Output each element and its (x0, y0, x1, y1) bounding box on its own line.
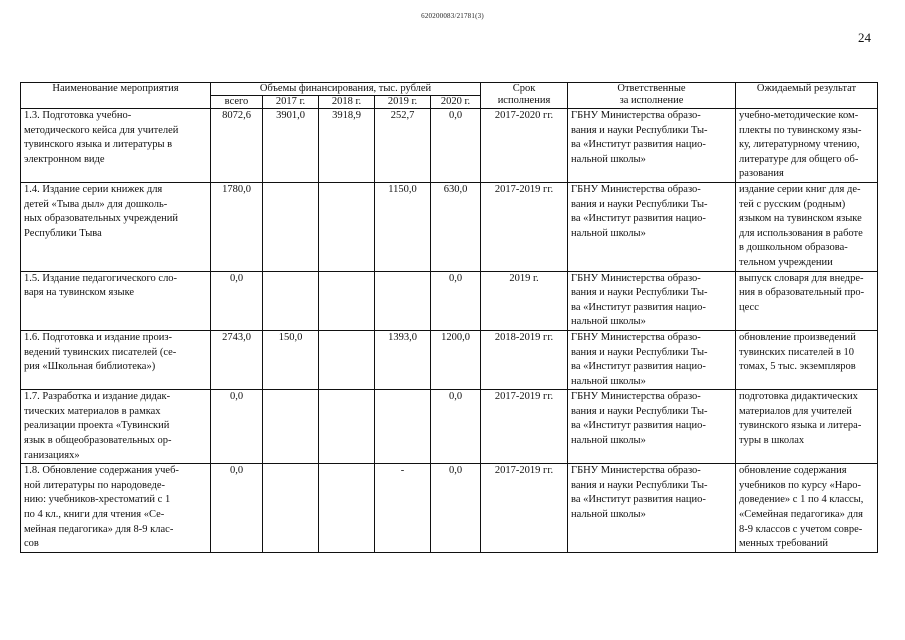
activity-name (21, 464, 211, 553)
header-2018: 2018 г. (319, 96, 375, 109)
term-cell: 2019 г. (481, 271, 568, 330)
activity-name-line: 1.7. Разработка и издание дидак- (24, 391, 171, 403)
activity-name-line: варя на тувинском языке (24, 287, 135, 299)
responsible-cell-line: вания и науки Республики Ты- (571, 287, 708, 299)
document-id: 620200083/21781(3) (421, 12, 484, 20)
responsible-cell-line: нальной школы» (571, 153, 646, 165)
activity-name-line: 1.8. Обновление содержания учеб- (24, 465, 179, 477)
activity-name-line: сов (24, 538, 39, 550)
table-row (21, 464, 878, 553)
term-cell: 2017-2019 гг. (481, 464, 568, 553)
responsible-cell (568, 330, 736, 389)
result-cell-line: 8-9 классов с учетом совре- (739, 523, 863, 535)
funding-total: 8072,6 (211, 109, 263, 183)
activity-name-line: язык в общеобразовательных ор- (24, 435, 172, 447)
result-cell-line: обновление произведений (739, 331, 856, 343)
funding-y2018 (319, 330, 375, 389)
result-cell-line: тельном учреждении (739, 256, 833, 268)
funding-y2020: 0,0 (431, 109, 481, 183)
result-cell-line: «Семейная педагогика» для (739, 509, 863, 521)
activity-name-line: 1.3. Подготовка учебно- (24, 110, 132, 121)
result-cell-line: учебно-методические ком- (739, 110, 859, 121)
responsible-cell (568, 271, 736, 330)
result-cell-line: плекты по тувинскому язы- (739, 124, 862, 136)
result-cell (736, 330, 878, 389)
header-responsible (568, 83, 736, 109)
funding-y2018: 3918,9 (319, 109, 375, 183)
responsible-cell-line: ГБНУ Министерства образо- (571, 391, 701, 403)
funding-y2020: 630,0 (431, 182, 481, 271)
funding-total: 2743,0 (211, 330, 263, 389)
result-cell-line: менных требований (739, 538, 829, 550)
header-responsible-line2: за исполнение (619, 95, 684, 106)
header-total: всего (211, 96, 263, 109)
activity-name-line: реализации проекта «Тувинский (24, 420, 170, 432)
funding-y2020: 1200,0 (431, 330, 481, 389)
header-term-line2: исполнения (497, 95, 551, 106)
responsible-cell-line: вания и науки Республики Ты- (571, 405, 708, 417)
header-term-line1: Срок (512, 83, 536, 94)
responsible-cell-line: ва «Институт развития нацио- (571, 361, 706, 373)
result-cell-line: туры в школах (739, 435, 805, 447)
funding-y2018 (319, 464, 375, 553)
responsible-cell-line: вания и науки Республики Ты- (571, 124, 708, 136)
result-cell-line: тей с русским (родным) (739, 198, 846, 210)
header-responsible-line1: Ответственные (617, 83, 686, 94)
funding-y2020: 0,0 (431, 390, 481, 464)
result-cell-line: разования (739, 168, 784, 180)
table-row (21, 390, 878, 464)
funding-y2020: 0,0 (431, 464, 481, 553)
result-cell-line: учебников по курсу «Наро- (739, 479, 862, 491)
responsible-cell-line: ГБНУ Министерства образо- (571, 465, 701, 477)
table-row (21, 109, 878, 183)
funding-y2019 (375, 271, 431, 330)
responsible-cell-line: ва «Институт развития нацио- (571, 420, 706, 432)
activity-name-line: ных образовательных учреждений (24, 213, 178, 225)
activity-name-line: 1.6. Подготовка и издание произ- (24, 331, 173, 343)
responsible-cell-line: нальной школы» (571, 316, 646, 328)
result-cell-line: языком на тувинском языке (739, 213, 862, 225)
header-term (481, 83, 568, 109)
result-cell-line: доведение» с 1 по 4 классы, (739, 494, 864, 506)
activity-name-line: ведений тувинских писателей (се- (24, 346, 177, 358)
activity-name-line: детей «Тыва дыл» для дошколь- (24, 198, 168, 210)
responsible-cell-line: ГБНУ Министерства образо- (571, 272, 701, 284)
activity-name-line: мейная педагогика» для 8-9 клас- (24, 523, 174, 535)
term-cell: 2017-2020 гг. (481, 109, 568, 183)
responsible-cell (568, 109, 736, 183)
responsible-cell (568, 464, 736, 553)
responsible-cell (568, 182, 736, 271)
funding-y2018 (319, 182, 375, 271)
result-cell-line: в дошкольном образова- (739, 242, 848, 254)
activity-name-line: ганизациях» (24, 449, 80, 461)
term-cell: 2017-2019 гг. (481, 390, 568, 464)
result-cell-line: томах, 5 тыс. экземпляров (739, 361, 856, 373)
funding-table (20, 82, 878, 553)
result-cell-line: тувинских писателей в 10 (739, 346, 855, 358)
activity-name-line: ной литературы по народоведе- (24, 479, 165, 491)
funding-y2019: 252,7 (375, 109, 431, 183)
funding-y2017: 3901,0 (263, 109, 319, 183)
funding-y2017 (263, 464, 319, 553)
funding-total: 0,0 (211, 464, 263, 553)
result-cell-line: ния в образовательный про- (739, 287, 865, 299)
funding-y2019 (375, 390, 431, 464)
responsible-cell-line: ГБНУ Министерства образо- (571, 110, 701, 121)
responsible-cell-line: нальной школы» (571, 375, 646, 387)
activity-name-line: Республики Тыва (24, 227, 102, 239)
header-result: Ожидаемый результат (736, 83, 878, 109)
responsible-cell-line: вания и науки Республики Ты- (571, 346, 708, 358)
activity-name-line: тувинского языка и литературы в (24, 139, 173, 151)
header-2017: 2017 г. (263, 96, 319, 109)
responsible-cell-line: ва «Институт развития нацио- (571, 213, 706, 225)
result-cell-line: литературе для общего об- (739, 153, 859, 165)
responsible-cell-line: ва «Институт развития нацио- (571, 301, 706, 313)
result-cell (736, 182, 878, 271)
responsible-cell-line: ГБНУ Министерства образо- (571, 183, 701, 195)
result-cell-line: издание серии книг для де- (739, 183, 861, 195)
header-row-1 (21, 83, 878, 96)
funding-y2017 (263, 182, 319, 271)
table-row (21, 182, 878, 271)
responsible-cell-line: ГБНУ Министерства образо- (571, 331, 701, 343)
result-cell-line: цесс (739, 301, 759, 313)
result-cell (736, 109, 878, 183)
result-cell (736, 390, 878, 464)
responsible-cell-line: нальной школы» (571, 509, 646, 521)
funding-y2017 (263, 390, 319, 464)
activity-name (21, 109, 211, 183)
funding-total: 1780,0 (211, 182, 263, 271)
result-cell-line: подготовка дидактических (739, 391, 858, 403)
funding-y2019: 1393,0 (375, 330, 431, 389)
responsible-cell-line: вания и науки Республики Ты- (571, 479, 708, 491)
result-cell-line: ку, литературному чтению, (739, 139, 860, 151)
result-cell-line: для использования в работе (739, 227, 863, 239)
funding-y2017 (263, 271, 319, 330)
result-cell-line: материалов для учителей (739, 405, 852, 417)
table-row (21, 330, 878, 389)
funding-y2019: - (375, 464, 431, 553)
activity-name (21, 390, 211, 464)
funding-y2019: 1150,0 (375, 182, 431, 271)
activity-name (21, 182, 211, 271)
result-cell-line: выпуск словаря для внедре- (739, 272, 864, 284)
funding-total: 0,0 (211, 271, 263, 330)
responsible-cell-line: ва «Институт развития нацио- (571, 494, 706, 506)
responsible-cell-line: ва «Институт развития нацио- (571, 139, 706, 151)
funding-y2017: 150,0 (263, 330, 319, 389)
result-cell-line: тувинского языка и литера- (739, 420, 862, 432)
funding-y2020: 0,0 (431, 271, 481, 330)
responsible-cell-line: нальной школы» (571, 435, 646, 447)
responsible-cell-line: вания и науки Республики Ты- (571, 198, 708, 210)
activity-name-line: электронном виде (24, 153, 105, 165)
activity-name-line: по 4 кл., книги для чтения «Се- (24, 509, 165, 521)
term-cell: 2018-2019 гг. (481, 330, 568, 389)
activity-name-line: методического кейса для учителей (24, 124, 179, 136)
result-cell (736, 271, 878, 330)
term-cell: 2017-2019 гг. (481, 182, 568, 271)
result-cell-line: обновление содержания (739, 465, 847, 477)
activity-name (21, 271, 211, 330)
header-2019: 2019 г. (375, 96, 431, 109)
responsible-cell (568, 390, 736, 464)
responsible-cell-line: нальной школы» (571, 227, 646, 239)
page-number: 24 (858, 30, 871, 45)
header-2020: 2020 г. (431, 96, 481, 109)
activity-name-line: тических материалов в рамках (24, 405, 161, 417)
table-row (21, 271, 878, 330)
funding-y2018 (319, 271, 375, 330)
result-cell (736, 464, 878, 553)
header-name: Наименование мероприятия (21, 83, 211, 109)
activity-name (21, 330, 211, 389)
funding-total: 0,0 (211, 390, 263, 464)
activity-name-line: 1.5. Издание педагогического сло- (24, 272, 178, 284)
activity-name-line: 1.4. Издание серии книжек для (24, 183, 163, 195)
header-funding: Объемы финансирования, тыс. рублей (211, 83, 481, 96)
activity-name-line: нию: учебников-хрестоматий с 1 (24, 494, 171, 506)
funding-y2018 (319, 390, 375, 464)
activity-name-line: рия «Школьная библиотека») (24, 361, 156, 373)
